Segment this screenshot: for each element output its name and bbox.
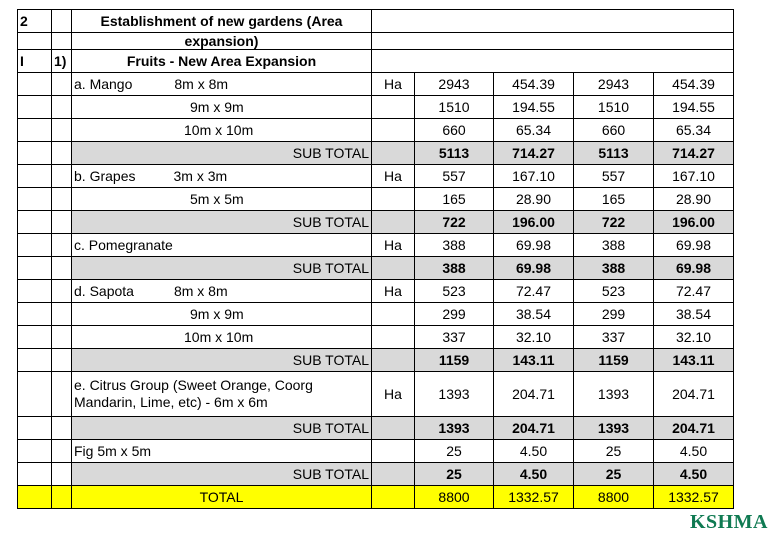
serial-number: 2 [18, 10, 52, 33]
sub-number: 1) [52, 50, 72, 73]
table-cell: 32.10 [494, 326, 574, 349]
table-cell: 25 [574, 463, 654, 486]
table-cell: 5113 [415, 142, 494, 165]
table-cell: 2943 [574, 73, 654, 96]
table-cell: 1332.57 [654, 486, 734, 509]
table-cell: 388 [574, 257, 654, 280]
table-cell: 28.90 [494, 188, 574, 211]
total-row [18, 486, 734, 509]
subtotal-label: SUB TOTAL [72, 257, 372, 280]
subtotal-row [18, 463, 734, 486]
table-cell: 8800 [574, 486, 654, 509]
subtotal-label: SUB TOTAL [72, 142, 372, 165]
table-cell: 2943 [415, 73, 494, 96]
table-cell: 337 [415, 326, 494, 349]
table-cell: 1393 [415, 372, 494, 417]
table-cell: 72.47 [494, 280, 574, 303]
table-cell: 4.50 [654, 440, 734, 463]
table-cell: 5113 [574, 142, 654, 165]
table-cell: 4.50 [654, 463, 734, 486]
table-cell: 1393 [574, 417, 654, 440]
unit: Ha [372, 280, 415, 303]
table-cell: 1393 [415, 417, 494, 440]
table-cell: 32.10 [654, 326, 734, 349]
grapes-spacing: 3m x 3m [173, 168, 228, 184]
grapes-label: b. Grapes [74, 168, 136, 184]
table-cell: 204.71 [654, 417, 734, 440]
table-cell: 557 [415, 165, 494, 188]
table-cell: 388 [415, 234, 494, 257]
total-label: TOTAL [72, 486, 372, 509]
section-subtitle: Fruits - New Area Expansion [72, 50, 372, 73]
citrus-label-line1: e. Citrus Group (Sweet Orange, Coorg [74, 377, 313, 393]
table-cell: 454.39 [494, 73, 574, 96]
title-line1: Establishment of new gardens (Area [72, 10, 372, 33]
table-row [18, 326, 734, 349]
kshma-logo: KSHMA [689, 511, 768, 533]
table-cell: 1159 [415, 349, 494, 372]
table-cell: 1332.57 [494, 486, 574, 509]
table-cell: 167.10 [494, 165, 574, 188]
table-row [18, 440, 734, 463]
table-cell: 72.47 [654, 280, 734, 303]
unit: Ha [372, 234, 415, 257]
table-cell: 722 [574, 211, 654, 234]
sapota-spacing: 8m x 8m [173, 283, 228, 299]
table-cell: 660 [574, 119, 654, 142]
table-row [18, 372, 734, 417]
table-cell: 28.90 [654, 188, 734, 211]
table-cell: 299 [574, 303, 654, 326]
table-cell: 299 [415, 303, 494, 326]
table-cell: 194.55 [654, 96, 734, 119]
table-cell: 194.55 [494, 96, 574, 119]
table-row [18, 280, 734, 303]
pomegranate-label: c. Pomegranate [72, 234, 372, 257]
table-cell: 337 [574, 326, 654, 349]
table-cell: 714.27 [494, 142, 574, 165]
table-cell: 8800 [415, 486, 494, 509]
table-cell: 165 [415, 188, 494, 211]
sapota-spacing: 9m x 9m [72, 303, 372, 326]
table-cell: 714.27 [654, 142, 734, 165]
table-cell: 69.98 [654, 257, 734, 280]
table-cell: 196.00 [494, 211, 574, 234]
subtotal-row [18, 417, 734, 440]
table-row [18, 303, 734, 326]
subtotal-label: SUB TOTAL [72, 463, 372, 486]
unit: Ha [372, 165, 415, 188]
table-cell: 1510 [574, 96, 654, 119]
sapota-label: d. Sapota [74, 283, 134, 299]
table-cell: 38.54 [654, 303, 734, 326]
table-cell: 1393 [574, 372, 654, 417]
mango-spacing: 9m x 9m [72, 96, 372, 119]
table-cell: 25 [415, 463, 494, 486]
subtotal-row [18, 211, 734, 234]
grapes-spacing: 5m x 5m [72, 188, 372, 211]
table-cell: 523 [574, 280, 654, 303]
mango-spacing: 10m x 10m [72, 119, 372, 142]
table-cell: 25 [415, 440, 494, 463]
table-cell: 69.98 [494, 257, 574, 280]
roman-numeral: I [18, 50, 52, 73]
mango-label: a. Mango [74, 76, 133, 92]
title-line2: expansion) [72, 33, 372, 50]
table-row [18, 119, 734, 142]
unit: Ha [372, 73, 415, 96]
table-cell: 1159 [574, 349, 654, 372]
table-cell: 38.54 [494, 303, 574, 326]
subtotal-label: SUB TOTAL [72, 211, 372, 234]
table-cell: 204.71 [494, 372, 574, 417]
table-cell: 4.50 [494, 440, 574, 463]
table-cell: 165 [574, 188, 654, 211]
table-cell: 143.11 [494, 349, 574, 372]
fig-label: Fig 5m x 5m [72, 440, 372, 463]
table-cell: 65.34 [654, 119, 734, 142]
table-cell: 454.39 [654, 73, 734, 96]
subtotal-label: SUB TOTAL [72, 417, 372, 440]
sapota-spacing: 10m x 10m [72, 326, 372, 349]
subtotal-label: SUB TOTAL [72, 349, 372, 372]
table-cell: 1510 [415, 96, 494, 119]
table-cell: 660 [415, 119, 494, 142]
table-row [18, 234, 734, 257]
table-cell: 557 [574, 165, 654, 188]
table-cell: 69.98 [494, 234, 574, 257]
table-row [18, 73, 734, 96]
table-cell: 388 [574, 234, 654, 257]
subtotal-row [18, 349, 734, 372]
table-cell: 523 [415, 280, 494, 303]
table-cell: 204.71 [494, 417, 574, 440]
table-row [18, 96, 734, 119]
table-cell: 69.98 [654, 234, 734, 257]
table-cell: 722 [415, 211, 494, 234]
table-cell: 25 [574, 440, 654, 463]
table-cell: 167.10 [654, 165, 734, 188]
subtotal-row [18, 257, 734, 280]
table-cell: 4.50 [494, 463, 574, 486]
table-row [18, 188, 734, 211]
table-cell: 196.00 [654, 211, 734, 234]
mango-spacing: 8m x 8m [174, 76, 229, 92]
table-cell: 143.11 [654, 349, 734, 372]
subtotal-row [18, 142, 734, 165]
table-cell: 65.34 [494, 119, 574, 142]
table-row [18, 165, 734, 188]
table-cell: 204.71 [654, 372, 734, 417]
table-cell: 388 [415, 257, 494, 280]
citrus-label-line2: Mandarin, Lime, etc) - 6m x 6m [74, 394, 268, 410]
unit: Ha [372, 372, 415, 417]
fruits-expansion-table [17, 9, 734, 509]
